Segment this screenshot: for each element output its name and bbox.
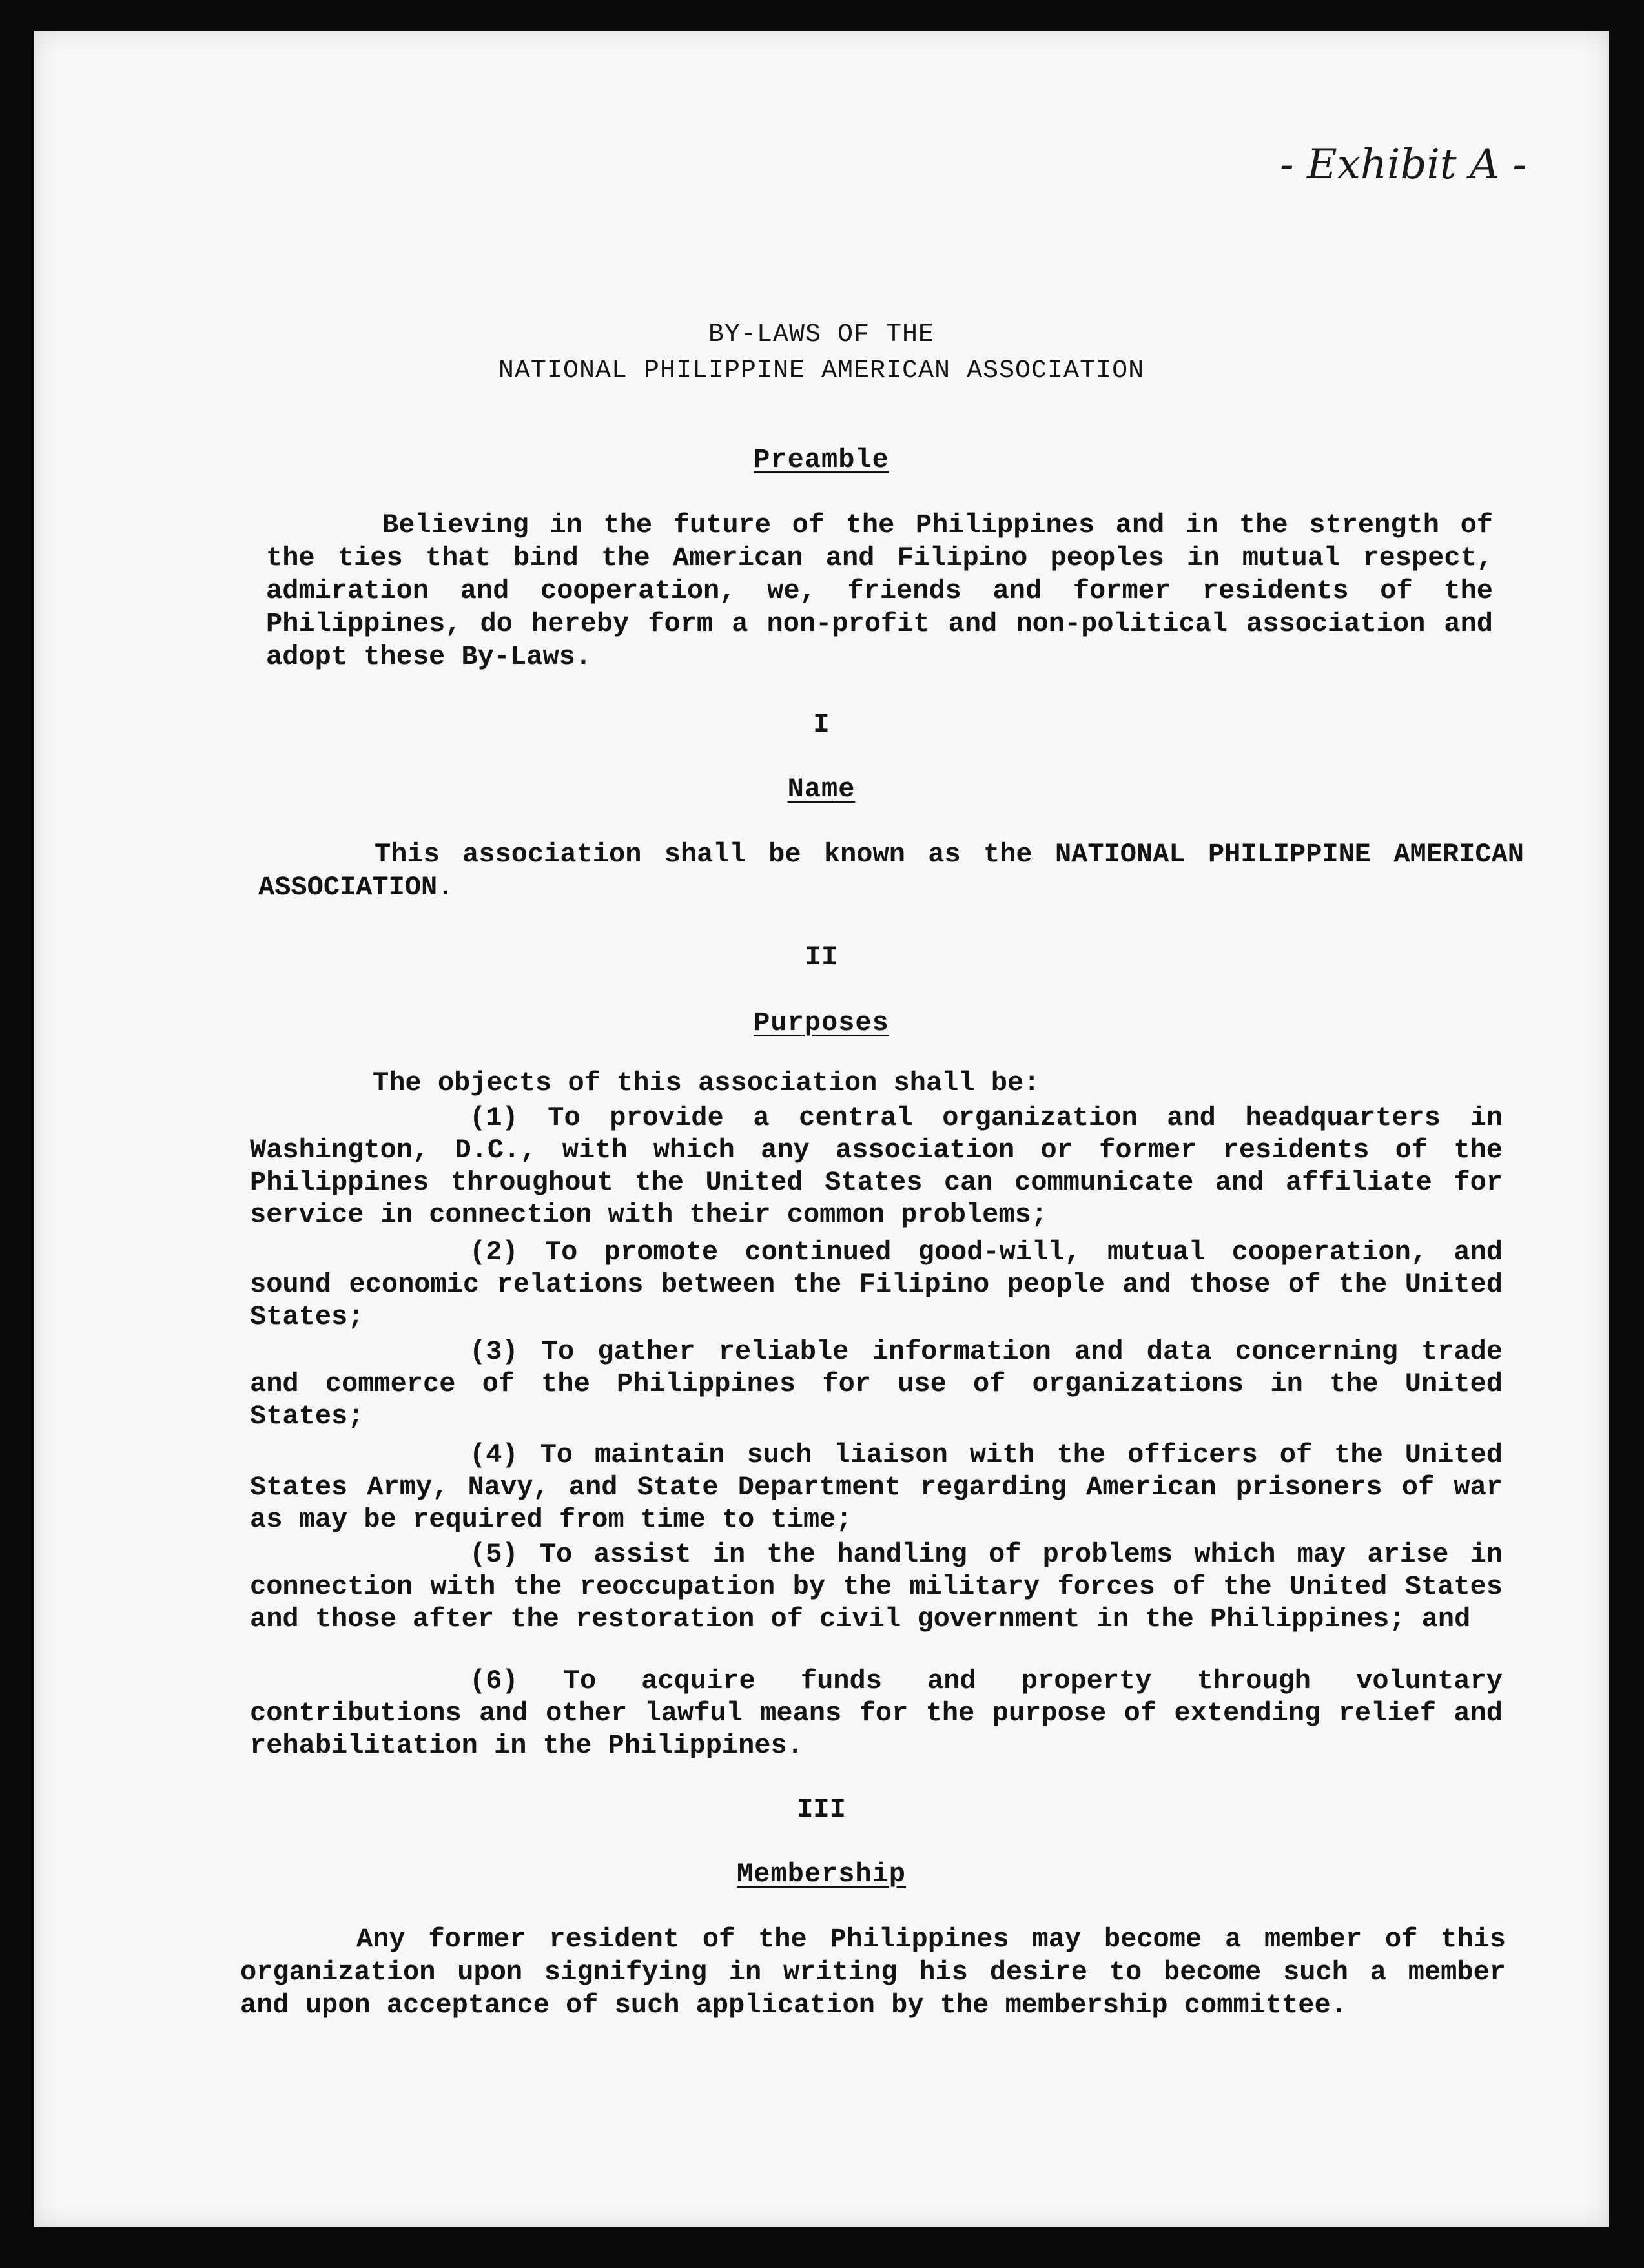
article-3-numeral: III: [797, 1794, 846, 1825]
exhibit-label: - Exhibit A -: [1280, 141, 1527, 189]
title-line-1: BY-LAWS OF THE: [708, 320, 935, 349]
title-line-2: NATIONAL PHILIPPINE AMERICAN ASSOCIATION: [498, 356, 1145, 386]
membership-text: Any former resident of the Philippines may become a member of this organization upon signifying in writing his desire to become such a member and upon acceptance of such application by the membership committee.: [240, 1924, 1506, 2021]
membership-heading: Membership: [736, 1859, 907, 1890]
name-heading: Name: [787, 774, 856, 805]
purpose-item-2: (2) To promote continued good-will, mutual cooperation, and sound economic relations between the Filipino people and those of the United States;: [250, 1237, 1503, 1332]
purposes-intro: The objects of this association shall be:: [373, 1067, 1040, 1098]
name-text: This association shall be known as the NATIONAL PHILIPPINE AMERICAN ASSOCIATION.: [258, 839, 1524, 903]
preamble-text: Believing in the future of the Philippines and in the strength of the ties that bind the American and Filipino peoples in mutual respect, admiration and cooperation, we, friends and former residents of the Philippines, do hereby form a non-profit and non-political association and adopt these By-Laws.: [266, 510, 1493, 672]
purpose-item-1: (1) To provide a central organization and headquarters in Washington, D.C., with which any association or former residents of the Philippines throughout the United States can communicate and affiliate for service in connection with their common problems;: [250, 1102, 1503, 1230]
purpose-item-4: (4) To maintain such liaison with the officers of the United States Army, Navy, and State Department regarding American prisoners of war as may be required from time to time;: [250, 1439, 1503, 1535]
preamble-heading: Preamble: [754, 444, 889, 475]
article-2-numeral: II: [805, 942, 838, 973]
purpose-item-6: (6) To acquire funds and property through voluntary contributions and other lawful means for the purpose of extending relief and rehabilitation in the Philippines.: [250, 1665, 1503, 1761]
article-1-numeral: I: [813, 709, 830, 740]
purpose-item-3: (3) To gather reliable information and data concerning trade and commerce of the Philippines for use of organizations in the United States;: [250, 1336, 1503, 1432]
purpose-item-5: (5) To assist in the handling of problems which may arise in connection with the reoccupation by the military forces of the United States and those after the restoration of civil government in the Philippines; and: [250, 1539, 1503, 1634]
purposes-heading: Purposes: [754, 1007, 889, 1038]
document-body: [34, 31, 1609, 2227]
document-page: [34, 31, 1609, 2227]
